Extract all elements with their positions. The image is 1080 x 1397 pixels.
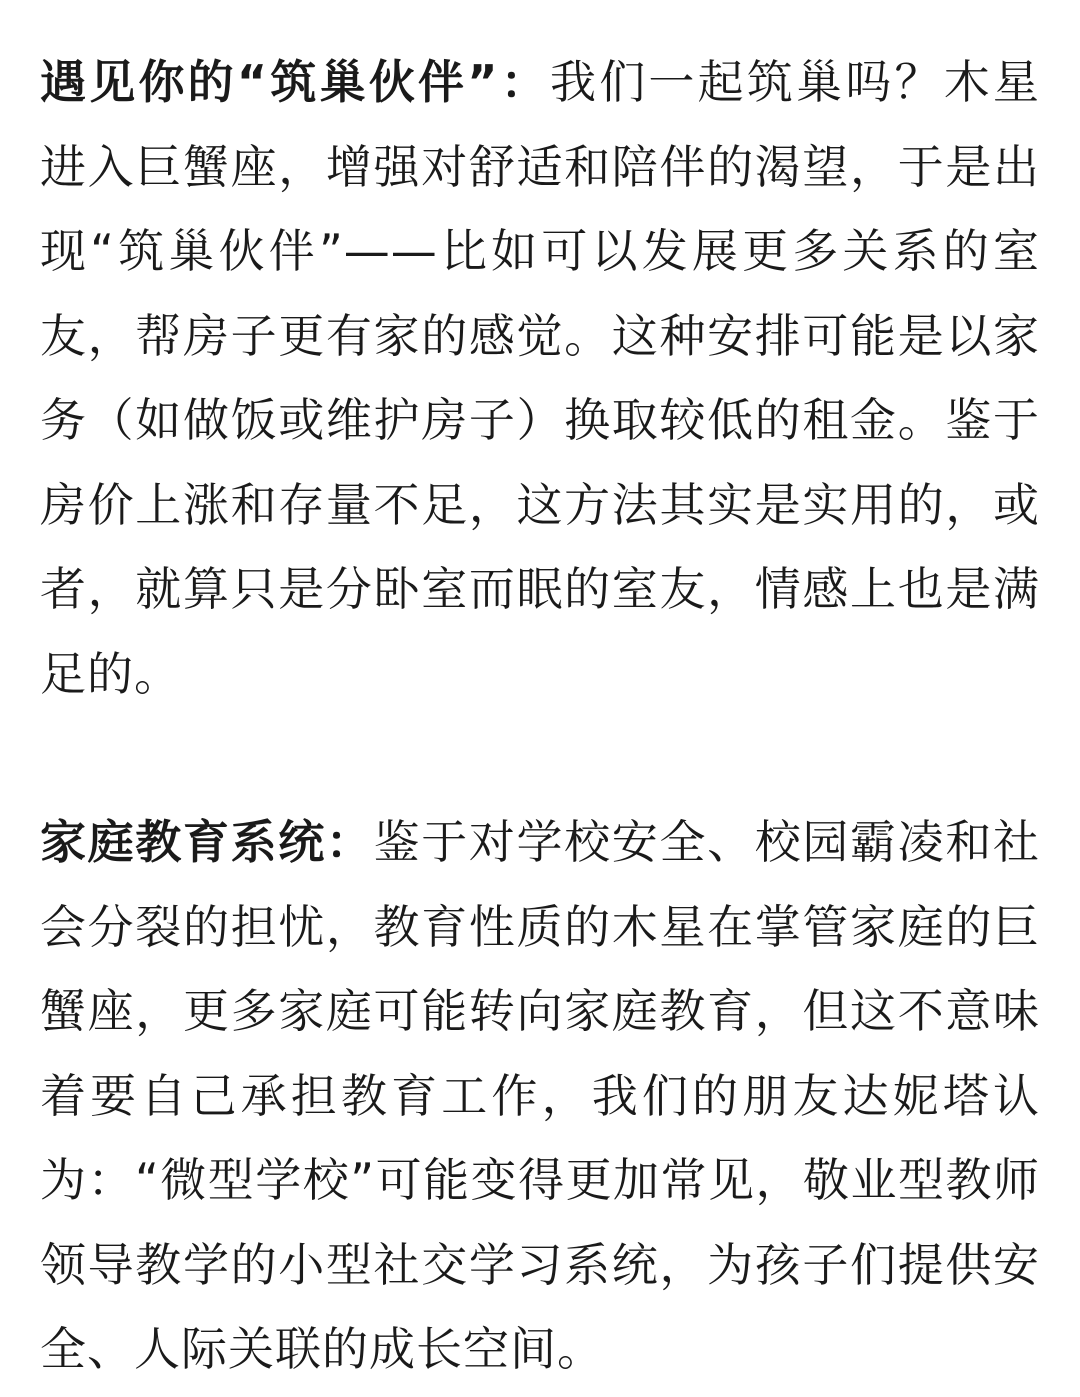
paragraph-home-education [40, 800, 1040, 1392]
section-body: 鉴于对学校安全、校园霸凌和社会分裂的担忧，教育性质的木星在掌管家庭的巨蟹座，更多家庭可能转向家庭教育，但这不意味着要自己承担教育工作，我们的朋友达妮塔认为：“微型学校”可能变得更加常见，敬业型教师领导教学的小型社交学习系统，为孩子们提供安全、人际关联的成长空间。 [40, 815, 1041, 1376]
section-body: 我们一起筑巢吗？木星进入巨蟹座，增强对舒适和陪伴的渴望，于是出现“筑巢伙伴”——比如可以发展更多关系的室友，帮房子更有家的感觉。这种安排可能是以家务（如做饭或维护房子）换取较低的租金。鉴于房价上涨和存量不足，这方法其实是实用的，或者，就算只是分卧室而眠的室友，情感上也是满足的。 [40, 55, 1041, 701]
section-heading: 家庭教育系统： [40, 815, 374, 869]
section-heading: 遇见你的“筑巢伙伴”： [40, 55, 550, 109]
paragraph-nesting-partner [40, 40, 1040, 716]
article [40, 40, 1040, 1392]
